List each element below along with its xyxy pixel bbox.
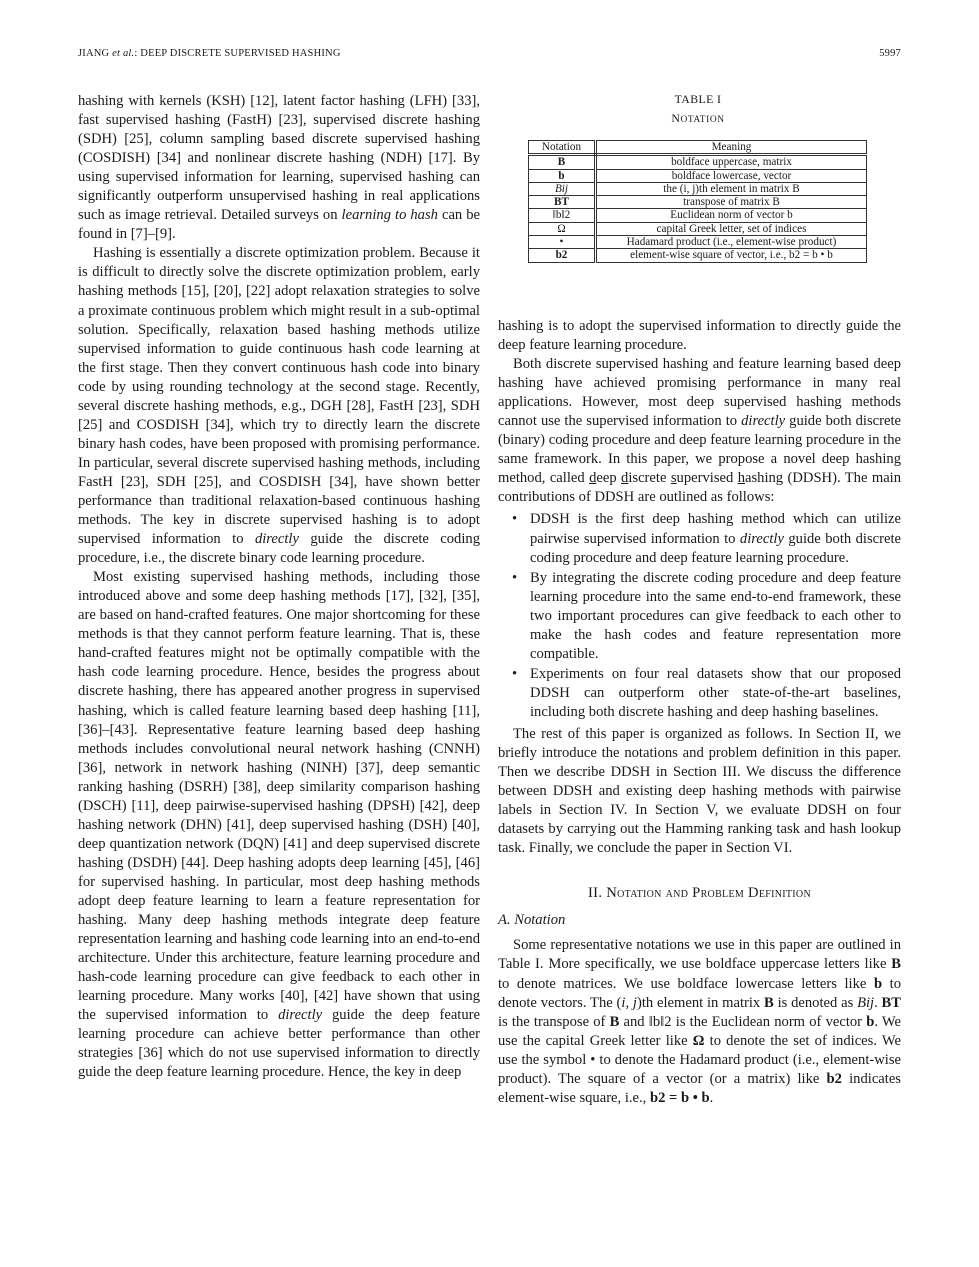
table-row — [529, 182, 867, 195]
underlined-letter: d — [621, 470, 629, 487]
table-cell-symbol: ‖b‖2 — [529, 209, 596, 222]
math: b2 = b • b — [649, 1089, 710, 1106]
underlined-letter: d — [589, 470, 597, 487]
text: )th element in matrix — [636, 994, 765, 1011]
table-cell-meaning: boldface uppercase, matrix — [596, 155, 867, 169]
table-number: TABLE I — [674, 92, 722, 106]
table-cell-meaning: the (i, j)th element in matrix B — [596, 182, 867, 195]
emphasis: directly — [739, 530, 784, 547]
table-row — [529, 222, 867, 235]
column-header: Notation — [529, 141, 596, 155]
table-header-row — [529, 141, 867, 155]
math: b2 — [826, 1070, 842, 1087]
table-cell-meaning: capital Greek letter, set of indices — [596, 222, 867, 235]
text: . We use the capital Greek letter like — [498, 1013, 901, 1049]
table-row — [529, 236, 867, 249]
text: Experiments on four real datasets show that our proposed DDSH can outperform other state-of-the-art baselines, including both discrete hashing and deep hashing baselines. — [530, 665, 901, 720]
underlined-letter: h — [737, 470, 745, 487]
text: (DDSH). The main contributions of DDSH are outlined as follows: — [498, 470, 902, 506]
emphasis: learning to hash — [341, 207, 438, 224]
table-cell-symbol: Bij — [529, 182, 596, 195]
math: j — [632, 994, 637, 1011]
table-cell-symbol: BT — [529, 196, 596, 209]
table-row — [529, 169, 867, 182]
text: to denote the set of indices. We use the symbol — [498, 1032, 901, 1068]
section-title: Notation and Problem Definition — [606, 885, 811, 902]
math: Ω — [692, 1032, 705, 1049]
text: is the transpose of — [498, 1013, 610, 1030]
text: hashing with kernels (KSH) [12], latent factor hashing (LFH) [33], fast supervised hashing (FastH) [23], supervised discrete hashing (SDH) [25], column sampling based discrete supervised hashing (COSDISH) [34] and nonlinear discrete hashing (NDH) [17]. By using supervised information for learning, supervised hashing can significantly outperform unsupervised hashing in real applications such as image retrieval. Detailed surveys on — [78, 93, 480, 224]
math: B — [609, 1013, 620, 1030]
text: to denote vectors. The ( — [498, 975, 902, 1011]
header-authors: JIANG — [78, 48, 113, 59]
list-item — [512, 569, 901, 664]
text: ashing — [744, 470, 784, 487]
text: guide the deep feature learning procedure can achieve better performance than other strategies [36] which do not use supervised information to directly guide the deep feature learning procedure. Hence, the key in deep — [78, 1007, 480, 1081]
table-row — [529, 155, 867, 169]
underlined-letter: s — [670, 470, 677, 487]
paragraph: The rest of this paper is organized as follows. In Section II, we briefly introduce the notations and problem definition in this paper. Then we describe DDSH in Section III. We discuss the difference between DDSH and existing deep hashing methods with pairwise labels in Section IV. In Section V, we evaluate DDSH on four datasets by carrying out the Hamming ranking task and hash lookup task. Finally, we conclude the paper in Section VI. — [498, 725, 901, 857]
contribution-list — [498, 510, 901, 722]
table-cell-symbol: b — [529, 169, 596, 182]
table-caption: NOTATION — [671, 111, 725, 125]
text: eep — [596, 470, 622, 487]
table-row — [529, 249, 867, 262]
paragraph — [78, 244, 480, 568]
header-title: : DEEP DISCRETE SUPERVISED HASHING — [134, 48, 341, 59]
table-cell-symbol: Ω — [529, 222, 596, 235]
text: guide both discrete coding procedure and deep feature learning procedure. — [530, 530, 901, 566]
text: Some representative notations we use in this paper are outlined in Table I. More specifically, we use boldface uppercase letters like — [498, 937, 901, 973]
subsection-heading: A. Notation — [498, 912, 566, 929]
text: guide both discrete (binary) coding procedure and deep feature learning procedure in the same framework. In this paper, we propose a novel deep hashing method, called — [498, 413, 901, 487]
right-column — [498, 317, 901, 1108]
list-item — [512, 510, 901, 567]
table-row — [529, 196, 867, 209]
table-cell-symbol: b2 — [529, 249, 596, 262]
table-cell-meaning: Hadamard product (i.e., element-wise product) — [596, 236, 867, 249]
text: upervised — [676, 470, 738, 487]
column-header: Meaning — [596, 141, 867, 155]
left-column — [78, 92, 480, 1082]
bullet-icon: • — [512, 511, 518, 528]
bullet-icon: • — [512, 665, 518, 682]
text: . — [874, 994, 882, 1011]
table-cell-meaning: transpose of matrix B — [596, 196, 867, 209]
text: DDSH is the first deep hashing method which can utilize pairwise supervised information to — [530, 511, 901, 547]
text: and — [619, 1013, 649, 1030]
emphasis: directly — [254, 531, 299, 548]
table-cell-symbol: B — [529, 155, 596, 169]
math: i — [621, 994, 626, 1011]
text: to denote the Hadamard product (i.e., element-wise product). The square of a vector (or a matrix) like — [498, 1051, 901, 1087]
math: ‖b‖2 — [648, 1013, 672, 1030]
math: b — [873, 975, 883, 992]
table-row — [529, 209, 867, 222]
paragraph — [78, 92, 480, 244]
text: , — [625, 994, 633, 1011]
text: Most existing supervised hashing methods, including those introduced above and some deep hashing methods [17], [32], [35], are based on hand-crafted features. One major shortcoming for these methods is that they cannot perform feature learning. That is, these hand-crafted features might not be optimally compatible with the hash code learning procedure. Hence, besides the progress about discrete hashing, there has appeared another progress in supervised hashing, which is called feature learning based deep hashing [11], [36]–[43]. Representative feature learning based deep hashing methods includes convolutional neural network hashing (CNNH) [36], network in network hashing (NINH) [37], deep semantic ranking hashing (DSRH) [38], deep similarity comparison hashing (DSCH) [11], deep pairwise-supervised hashing (DPSH) [42], deep hashing network (DHN) [41], deep supervised hashing (DSH) [40], deep quantization network (DQN) [41] and deep supervised discrete hashing (DSDH) [44]. Deep hashing adopts deep learning [45], [46] for supervised hashing. In particular, most deep hashing methods adopt deep feature learning to learn a feature representation for hashing. Many deep hashing methods integrate deep feature representation learning and hashing code learning into an end-to-end architecture. Under this architecture, feature learning procedure and hash-code learning procedure can give feedback to each other in learning procedure. Many works [40], [42] have shown that using the supervised information to — [78, 569, 480, 1024]
header-etal: et al. — [112, 48, 135, 59]
section-number: II. — [588, 885, 607, 902]
text: By integrating the discrete coding procedure and deep feature learning procedure into the same end-to-end framework, these two important procedures can give feedback to each other to make the hash codes and feature representation more compatible. — [530, 569, 901, 662]
list-item — [512, 665, 901, 722]
page-number: 5997 — [879, 48, 901, 59]
running-header — [78, 48, 341, 59]
paragraph — [498, 936, 901, 1107]
section-heading — [498, 884, 901, 903]
table-cell-meaning: boldface lowercase, vector — [596, 169, 867, 182]
emphasis: directly — [741, 413, 786, 430]
table-cell-meaning: Euclidean norm of vector b — [596, 209, 867, 222]
text: . — [709, 1089, 714, 1106]
text: can be found in [7]–[9]. — [78, 207, 481, 243]
text: is denoted as — [773, 994, 858, 1011]
text: Hashing is essentially a discrete optimization problem. Because it is difficult to directly solve the discrete optimization problem, early hashing methods [15], [20], [22] adopt relaxation strategies to solve a proximate continuous problem which might result in a sub-optimal solution. Specifically, relaxation based hashing methods utilize supervised information to guide continuous hash code learning at the first stage. Then they convert continuous hash code into binary code by using rounding technology at the second stage. Recently, several discrete hashing methods, e.g., DGH [28], FastH [23], SDH [25] and COSDISH [34], which try to directly learn the discrete binary hash codes, have been proposed with promising performance. In particular, several discrete supervised hashing methods, including FastH [23], SDH [25], and COSDISH [34], have shown better performance than traditional relaxation-based continuous hashing methods. The key in discrete supervised hashing is to adopt supervised information to — [78, 245, 480, 548]
caption-rest: OTATION — [680, 115, 725, 125]
text: guide the discrete coding procedure, i.e., the discrete binary code learning procedure. — [78, 531, 480, 567]
math: B — [764, 994, 774, 1011]
text: iscrete — [628, 470, 671, 487]
table-cell-symbol: • — [529, 236, 596, 249]
math: Bij — [857, 994, 875, 1011]
paragraph: hashing is to adopt the supervised information to directly guide the deep feature learning procedure. — [498, 318, 901, 354]
math: BT — [881, 994, 902, 1011]
text: Both discrete supervised hashing and feature learning based deep hashing have achieved promising performance in many real applications. However, most deep supervised hashing methods cannot use the supervised information to — [498, 356, 901, 430]
math: b — [866, 1013, 875, 1030]
math: B — [891, 956, 901, 973]
paragraph — [78, 568, 480, 1082]
paragraph — [498, 355, 901, 507]
bullet-icon: • — [512, 569, 518, 586]
text: indicates element-wise square, i.e., — [498, 1070, 901, 1106]
math: • — [590, 1051, 596, 1068]
emphasis: directly — [278, 1007, 323, 1024]
notation-table — [528, 140, 867, 263]
table-cell-meaning: element-wise square of vector, i.e., b2 = b • b — [596, 249, 867, 262]
text: to denote matrices. We use boldface lowercase letters like — [498, 975, 874, 992]
text: is the Euclidean norm of vector — [671, 1013, 867, 1030]
